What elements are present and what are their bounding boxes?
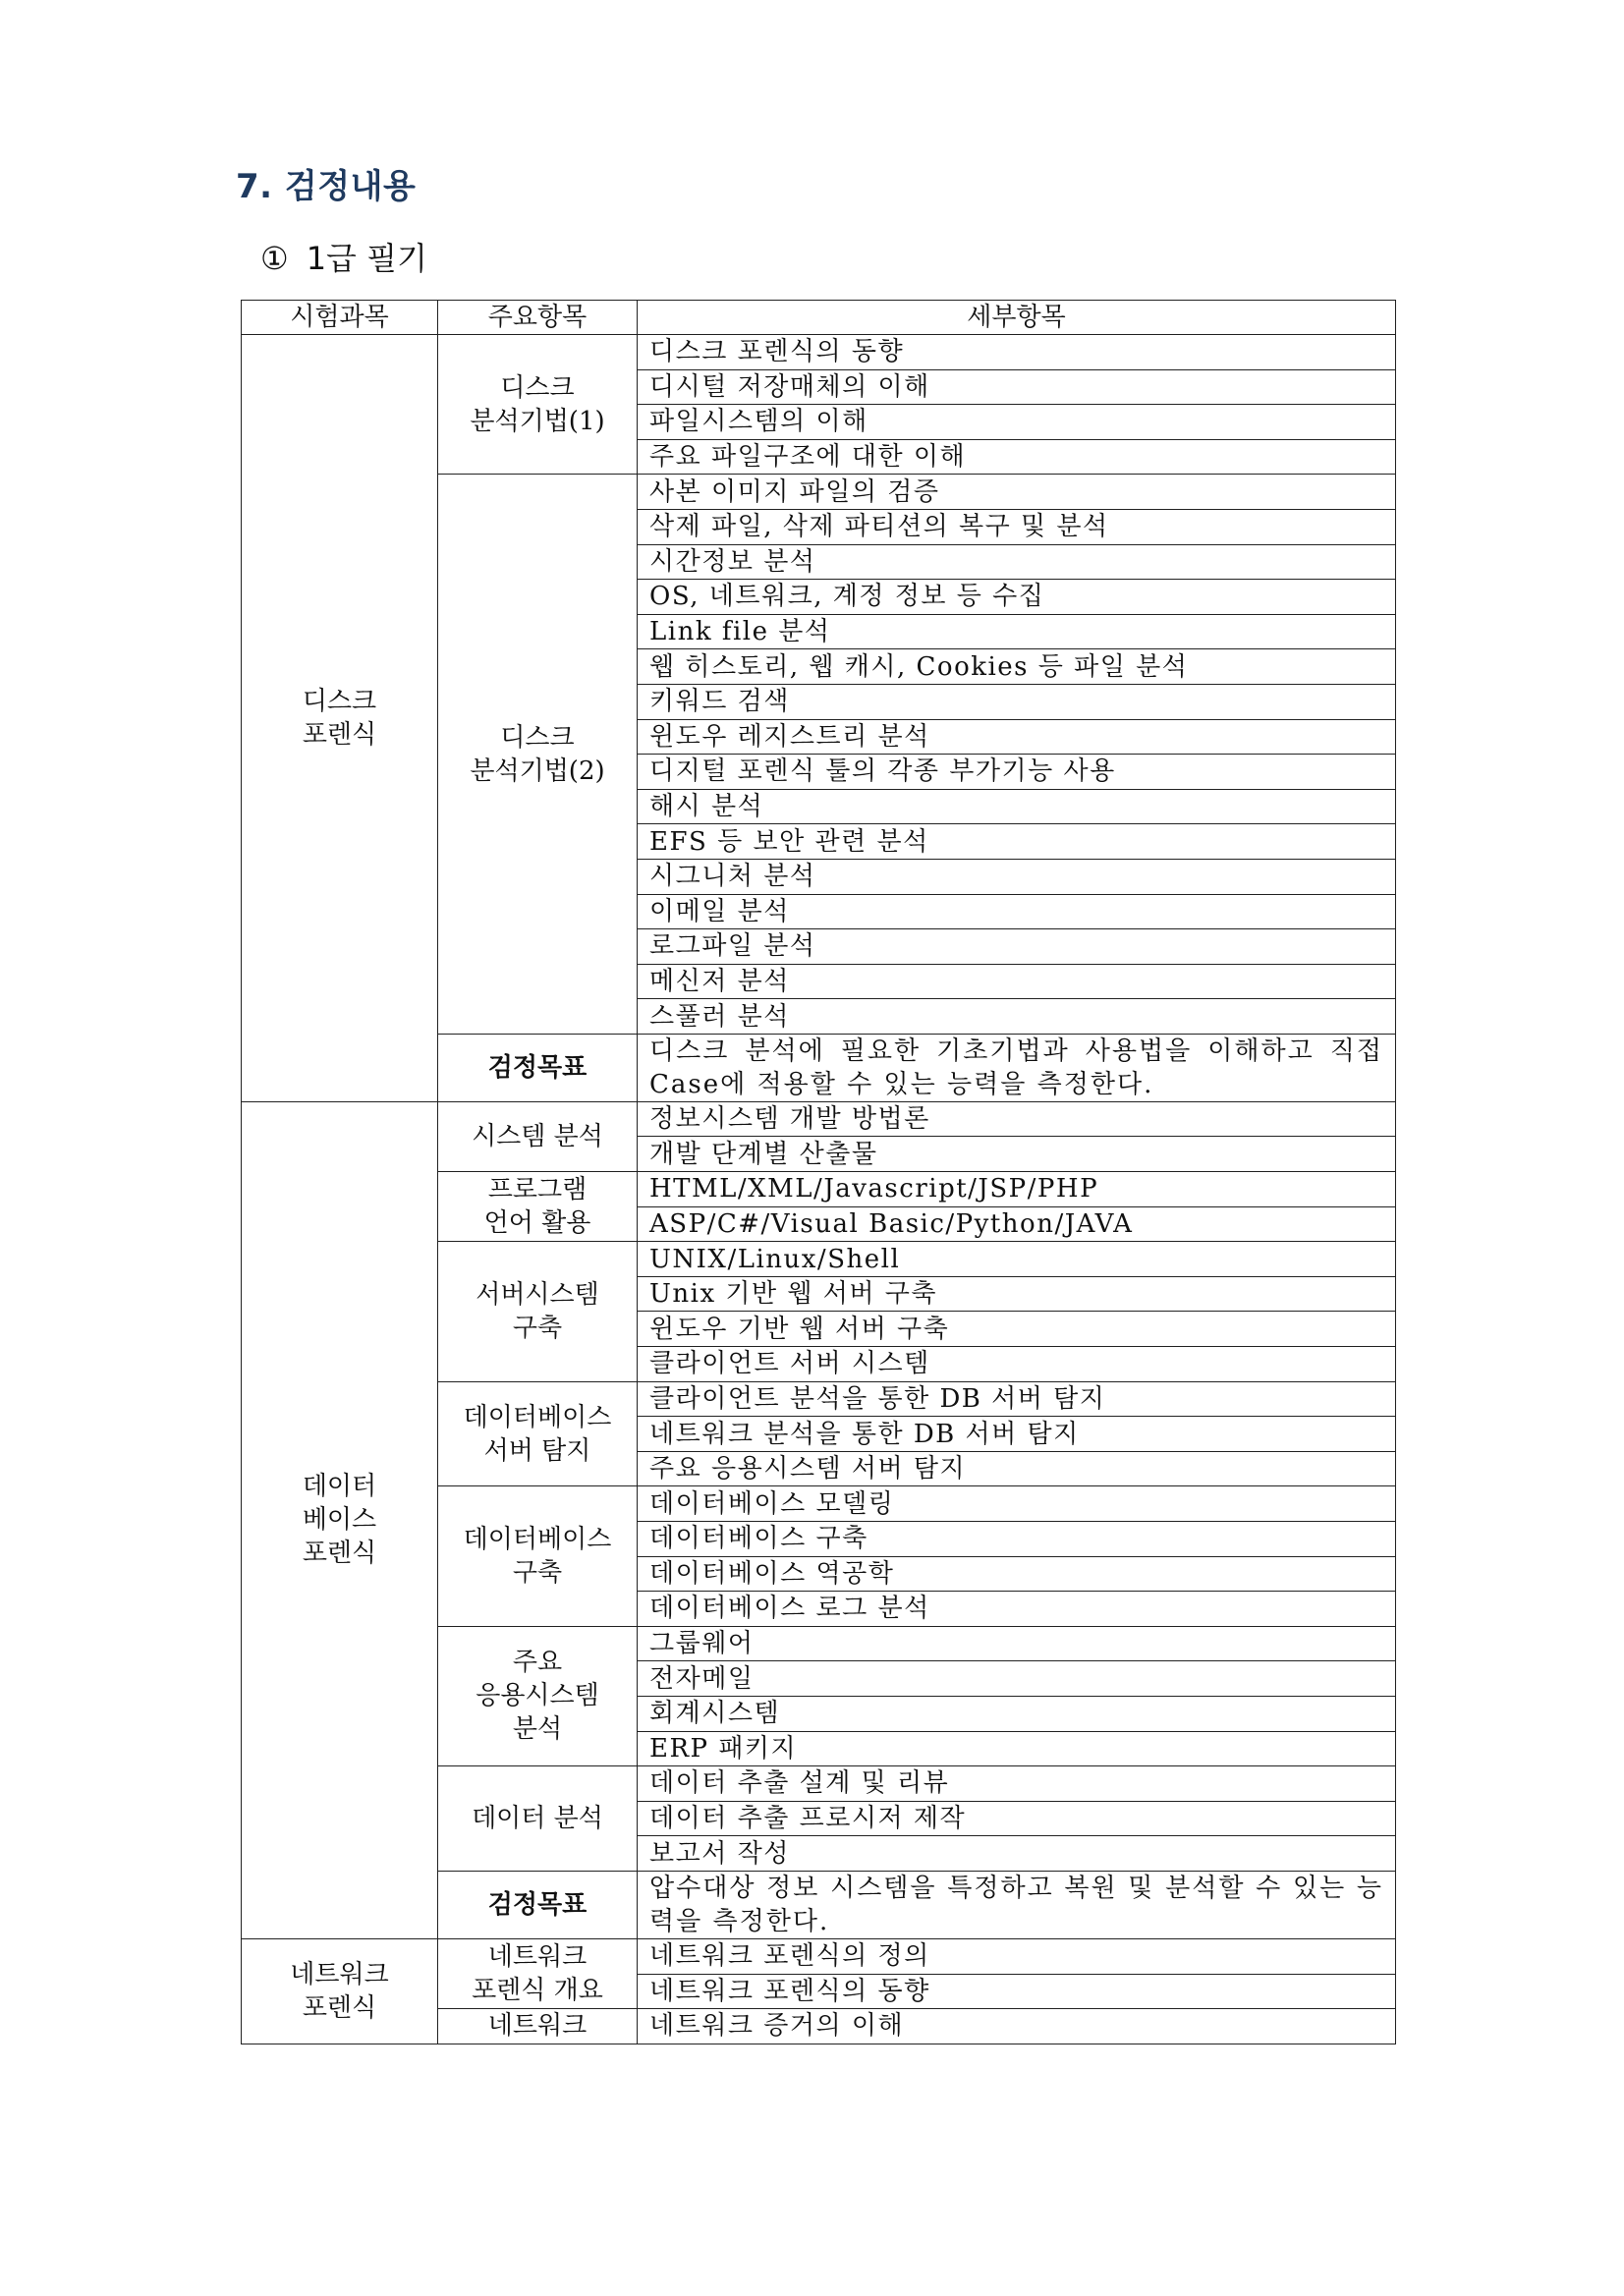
detail-item-cell: 윈도우 기반 웹 서버 구축 xyxy=(638,1312,1396,1347)
major-item-cell xyxy=(438,475,638,1035)
detail-item-cell: 데이터베이스 구축 xyxy=(638,1522,1396,1557)
detail-item-cell: 웹 히스토리, 웹 캐시, Cookies 등 파일 분석 xyxy=(638,649,1396,685)
major-item-label-line: 주요 xyxy=(512,1648,563,1678)
table-row xyxy=(242,1938,1396,1974)
major-item-label-line: 검정목표 xyxy=(487,1052,588,1083)
major-item-label-line: 분석기법(2) xyxy=(470,756,605,786)
major-item-label-line: 네트워크 xyxy=(487,1942,588,1973)
major-item-label-line: 구축 xyxy=(512,1558,563,1589)
subject-label-line: 디스크 xyxy=(302,686,377,716)
subject-label-line: 네트워크 xyxy=(290,1959,389,1989)
major-item-label-line: 서버시스템 xyxy=(476,1279,599,1310)
detail-item-cell: UNIX/Linux/Shell xyxy=(638,1242,1396,1277)
circled-number-one: ① xyxy=(260,240,289,277)
major-item-label-line: 데이터베이스 xyxy=(463,1525,612,1555)
major-item-label-line: 디스크 xyxy=(500,372,575,403)
sub-title-text: 1급 필기 xyxy=(306,240,427,277)
detail-item-cell: 그룹웨어 xyxy=(638,1626,1396,1661)
table-row xyxy=(242,1101,1396,1137)
detail-item-cell: 해시 분석 xyxy=(638,789,1396,824)
major-item-cell xyxy=(438,1101,638,1171)
major-item-label-line: 분석 xyxy=(512,1714,563,1745)
detail-item-cell: 데이터 추출 설계 및 리뷰 xyxy=(638,1766,1396,1802)
major-item-label-line: 데이터 분석 xyxy=(472,1804,603,1834)
major-item-cell xyxy=(438,1766,638,1872)
detail-item-cell: 데이터 추출 프로시저 제작 xyxy=(638,1801,1396,1836)
detail-item-cell: 시간정보 분석 xyxy=(638,544,1396,580)
detail-item-cell: OS, 네트워크, 계정 정보 등 수집 xyxy=(638,580,1396,615)
detail-item-cell: 이메일 분석 xyxy=(638,894,1396,929)
exam-content-table xyxy=(241,300,1396,2044)
sub-title xyxy=(260,234,427,279)
detail-item-cell: 윈도우 레지스트리 분석 xyxy=(638,719,1396,755)
subject-label-line: 포렌식 xyxy=(302,1992,377,2023)
detail-item-cell: 로그파일 분석 xyxy=(638,929,1396,965)
detail-item-cell: ASP/C#/Visual Basic/Python/JAVA xyxy=(638,1206,1396,1242)
detail-item-cell: 키워드 검색 xyxy=(638,684,1396,719)
major-item-label-line: 응용시스템 xyxy=(476,1681,599,1711)
major-item-label-line: 분석기법(1) xyxy=(470,406,605,436)
major-item-cell xyxy=(438,1381,638,1486)
detail-item-cell: 시그니처 분석 xyxy=(638,859,1396,894)
subject-label-line: 포렌식 xyxy=(302,719,377,750)
detail-item-cell: Unix 기반 웹 서버 구축 xyxy=(638,1276,1396,1312)
table-body xyxy=(242,335,1396,2044)
subject-label-line: 포렌식 xyxy=(302,1539,377,1569)
major-item-cell xyxy=(438,1626,638,1765)
detail-item-cell: HTML/XML/Javascript/JSP/PHP xyxy=(638,1172,1396,1207)
detail-item-cell: 주요 파일구조에 대한 이해 xyxy=(638,439,1396,475)
detail-item-cell: 네트워크 증거의 이해 xyxy=(638,2009,1396,2044)
detail-item-cell: 삭제 파일, 삭제 파티션의 복구 및 분석 xyxy=(638,509,1396,544)
detail-item-cell: 메신저 분석 xyxy=(638,964,1396,999)
detail-item-cell: 디시털 저장매체의 이해 xyxy=(638,369,1396,405)
goal-label-cell xyxy=(438,1034,638,1101)
header-major-item: 주요항목 xyxy=(438,301,638,335)
detail-item-cell: ERP 패키지 xyxy=(638,1731,1396,1766)
major-item-cell xyxy=(438,335,638,475)
detail-item-cell: 사본 이미지 파일의 검증 xyxy=(638,475,1396,510)
goal-text-cell: 압수대상 정보 시스템을 특정하고 복원 및 분석할 수 있는 능력을 측정한다. xyxy=(638,1871,1396,1938)
subject-cell xyxy=(242,1938,438,2044)
subject-label-line: 데이터 xyxy=(302,1472,377,1502)
major-item-cell xyxy=(438,1938,638,2008)
goal-label-cell xyxy=(438,1871,638,1938)
major-item-label-line: 프로그램 xyxy=(487,1175,588,1205)
header-subject: 시험과목 xyxy=(242,301,438,335)
detail-item-cell: EFS 등 보안 관련 분석 xyxy=(638,824,1396,860)
detail-item-cell: 데이터베이스 로그 분석 xyxy=(638,1592,1396,1627)
major-item-label-line: 구축 xyxy=(512,1313,563,1343)
major-item-label-line: 포렌식 개요 xyxy=(472,1976,603,2006)
major-item-label-line: 언어 활용 xyxy=(483,1208,591,1239)
table-row xyxy=(242,335,1396,370)
detail-item-cell: Link file 분석 xyxy=(638,614,1396,649)
major-item-label-line: 서버 탐지 xyxy=(483,1435,591,1466)
subject-cell xyxy=(242,1101,438,1938)
detail-item-cell: 클라이언트 서버 시스템 xyxy=(638,1347,1396,1382)
detail-item-cell: 네트워크 분석을 통한 DB 서버 탐지 xyxy=(638,1417,1396,1452)
subject-label-line: 베이스 xyxy=(302,1505,377,1536)
subject-cell xyxy=(242,335,438,1102)
detail-item-cell: 회계시스템 xyxy=(638,1696,1396,1731)
major-item-cell xyxy=(438,1486,638,1626)
detail-item-cell: 데이터베이스 역공학 xyxy=(638,1556,1396,1592)
header-detail-item: 세부항목 xyxy=(638,301,1396,335)
major-item-cell xyxy=(438,1172,638,1242)
detail-item-cell: 네트워크 포렌식의 정의 xyxy=(638,1938,1396,1974)
major-item-label-line: 검정목표 xyxy=(487,1889,588,1920)
detail-item-cell: 클라이언트 분석을 통한 DB 서버 탐지 xyxy=(638,1381,1396,1417)
detail-item-cell: 정보시스템 개발 방법론 xyxy=(638,1101,1396,1137)
detail-item-cell: 전자메일 xyxy=(638,1661,1396,1697)
detail-item-cell: 파일시스템의 이해 xyxy=(638,405,1396,440)
detail-item-cell: 네트워크 포렌식의 동향 xyxy=(638,1974,1396,2009)
detail-item-cell: 보고서 작성 xyxy=(638,1836,1396,1872)
table-header-row xyxy=(242,301,1396,335)
major-item-label-line: 네트워크 xyxy=(487,2011,588,2042)
major-item-label-line: 시스템 분석 xyxy=(472,1121,603,1151)
major-item-cell xyxy=(438,1242,638,1381)
goal-text-cell: 디스크 분석에 필요한 기초기법과 사용법을 이해하고 직접 Case에 적용할 수 있는 능력을 측정한다. xyxy=(638,1034,1396,1101)
major-item-cell xyxy=(438,2009,638,2044)
detail-item-cell: 주요 응용시스템 서버 탐지 xyxy=(638,1451,1396,1486)
detail-item-cell: 디지털 포렌식 툴의 각종 부가기능 사용 xyxy=(638,755,1396,790)
section-title: 7. 검정내용 xyxy=(236,167,417,206)
detail-item-cell: 스풀러 분석 xyxy=(638,999,1396,1035)
detail-item-cell: 데이터베이스 모델링 xyxy=(638,1486,1396,1522)
major-item-label-line: 디스크 xyxy=(500,722,575,753)
detail-item-cell: 개발 단계별 산출물 xyxy=(638,1137,1396,1172)
major-item-label-line: 데이터베이스 xyxy=(463,1402,612,1432)
detail-item-cell: 디스크 포렌식의 동향 xyxy=(638,335,1396,370)
